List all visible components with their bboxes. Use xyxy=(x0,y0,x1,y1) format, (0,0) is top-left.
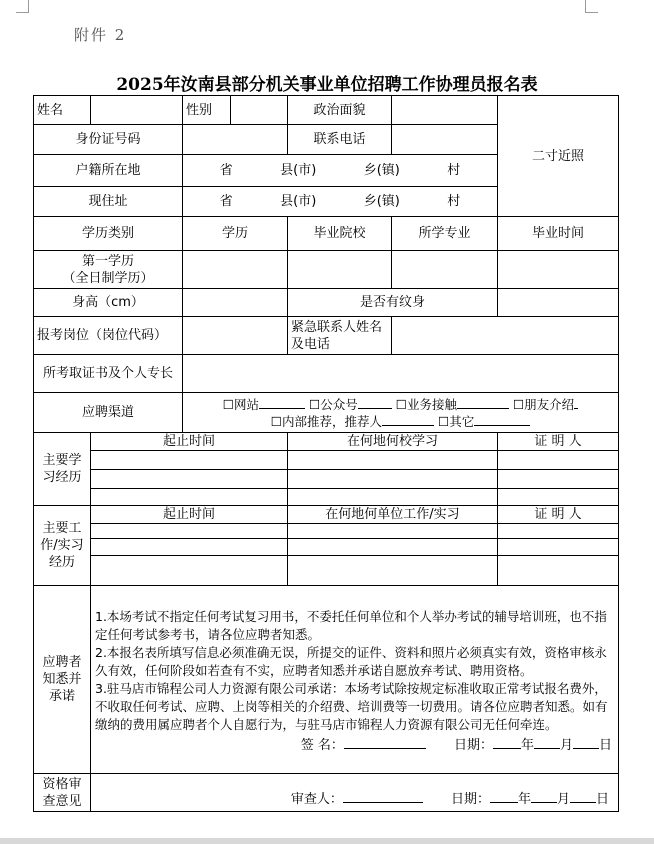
channel-friend[interactable]: ☐朋友介绍 xyxy=(513,397,578,412)
study-place-header: 在何地何校学习 xyxy=(288,433,498,451)
work-row xyxy=(34,539,619,556)
study-witness-header: 证 明 人 xyxy=(498,433,619,451)
form-title: 2025年汝南县部分机关事业单位招聘工作协理员报名表 xyxy=(116,75,538,95)
first-edu-school-field[interactable] xyxy=(288,251,392,289)
page-bottom-edge xyxy=(0,838,654,844)
row-edu-header xyxy=(34,217,619,251)
work-place-header: 在何地何单位工作/实习 xyxy=(288,506,498,524)
emergency-contact-label: 紧急联系人姓名及电话 xyxy=(288,317,392,355)
channel-internal[interactable]: ☐内部推荐，推荐人 xyxy=(271,414,434,429)
graduate-time-header: 毕业时间 xyxy=(498,217,619,251)
study-row xyxy=(34,489,619,506)
review-label: 资格审查意见 xyxy=(34,774,91,812)
reviewer-field[interactable] xyxy=(343,790,423,803)
channel-wechat[interactable]: ☐公众号 xyxy=(309,397,392,412)
study-time-cell[interactable] xyxy=(91,470,288,489)
checkbox-icon: ☐ xyxy=(309,396,321,412)
study-witness-cell[interactable] xyxy=(498,451,619,470)
notice-item-2: 2.本报名表所填写信息必须准确无误，所提交的证件、资料和照片必须真实有效，资格审核永久有效，任何阶段如若查有不实，应聘者知悉并承诺自愿放弃考试、聘用资格。 xyxy=(95,644,607,678)
edu-category-header: 学历类别 xyxy=(34,217,183,251)
review-month-field[interactable] xyxy=(531,790,557,803)
channel-label: 应聘渠道 xyxy=(34,393,183,433)
checkbox-icon: ☐ xyxy=(437,413,450,429)
channel-website[interactable]: ☐网站 xyxy=(223,397,305,412)
photo-box[interactable]: 二寸近照 xyxy=(498,96,619,217)
town-unit: 乡(镇) xyxy=(363,163,400,178)
county-unit: 县(市) xyxy=(280,194,317,209)
row-basic xyxy=(34,96,619,125)
graduate-school-header: 毕业院校 xyxy=(288,217,392,251)
registration-form-table xyxy=(33,95,619,812)
row-position xyxy=(34,317,619,355)
work-place-cell[interactable] xyxy=(288,524,498,539)
checkbox-icon: ☐ xyxy=(270,413,282,429)
tattoo-field[interactable] xyxy=(498,289,619,317)
political-label: 政治面貌 xyxy=(288,96,392,125)
position-label: 报考岗位（岗位代码） xyxy=(34,317,183,355)
review-date-label: 日期： xyxy=(450,792,490,807)
signature-line: 签 名： 日期： 年 月 日 xyxy=(300,737,612,753)
id-number-label: 身份证号码 xyxy=(34,125,183,155)
checkbox-icon: ☐ xyxy=(395,396,407,412)
village-unit: 村 xyxy=(447,163,461,178)
work-witness-cell[interactable] xyxy=(498,556,619,586)
height-field[interactable] xyxy=(183,289,288,317)
gender-field[interactable] xyxy=(231,96,288,125)
sign-month-field[interactable] xyxy=(534,736,560,749)
phone-label: 联系电话 xyxy=(288,125,392,155)
notice-row xyxy=(34,586,619,774)
channel-business[interactable]: ☐业务接触 xyxy=(396,397,509,412)
review-day-field[interactable] xyxy=(570,790,596,803)
village-unit: 村 xyxy=(447,194,461,209)
work-place-cell[interactable] xyxy=(288,539,498,556)
hukou-field[interactable] xyxy=(183,155,498,187)
sign-year-field[interactable] xyxy=(493,736,521,749)
attachment-label: 附件 2 xyxy=(74,26,127,44)
work-time-header: 起止时间 xyxy=(91,506,288,524)
town-unit: 乡(镇) xyxy=(363,194,400,209)
emergency-contact-field[interactable] xyxy=(392,317,619,355)
first-edu-major-field[interactable] xyxy=(392,251,498,289)
sign-day-field[interactable] xyxy=(573,736,599,749)
county-unit: 县(市) xyxy=(280,163,317,178)
work-time-cell[interactable] xyxy=(91,539,288,556)
work-label: 主要工作/实习经历 xyxy=(34,506,91,586)
row-height xyxy=(34,289,619,317)
checkbox-icon: ☐ xyxy=(222,396,235,412)
first-edu-label: 第一学历 （全日制学历） xyxy=(34,251,183,289)
sign-date-label: 日期： xyxy=(453,737,493,753)
study-row xyxy=(34,451,619,470)
channel-options xyxy=(183,393,619,433)
certificates-field[interactable] xyxy=(183,355,619,393)
work-witness-header: 证 明 人 xyxy=(498,506,619,524)
study-place-cell[interactable] xyxy=(288,470,498,489)
signature-field[interactable] xyxy=(344,736,426,749)
review-row xyxy=(34,774,619,812)
hukou-label: 户籍所在地 xyxy=(34,155,183,187)
notice-item-3: 3.驻马店市锦程公司人力资源有限公司承诺：本场考试除按规定标准收取正常考试报名费外，不收取任何考试、应聘、上岗等相关的介绍费、培训费等一切费用。请各位应聘者知悉。如有缴纳的费用属应聘者个人自愿行为，与驻马店市锦程人力资源有限公司无任何牵连。 xyxy=(95,680,608,732)
height-label: 身高（cm） xyxy=(34,289,183,317)
name-field[interactable] xyxy=(91,96,183,125)
page-corner-mark-left xyxy=(16,0,29,13)
review-year-field[interactable] xyxy=(490,790,518,803)
political-field[interactable] xyxy=(392,96,498,125)
signature-label: 签 名： xyxy=(300,737,344,753)
reviewer-label: 审查人： xyxy=(290,792,343,807)
phone-field[interactable] xyxy=(392,125,498,155)
gender-label: 性别 xyxy=(183,96,231,125)
work-row xyxy=(34,524,619,539)
notice-label: 应聘者知悉并承诺 xyxy=(34,586,91,774)
edu-level-header: 学历 xyxy=(183,217,288,251)
address-label: 现住址 xyxy=(34,187,183,217)
major-header: 所学专业 xyxy=(392,217,498,251)
study-witness-cell[interactable] xyxy=(498,470,619,489)
work-place-cell[interactable] xyxy=(288,556,498,586)
notice-item-1: 1.本场考试不指定任何考试复习用书，不委托任何单位和个人举办考试的辅导培训班，也不指定任何考试参考书，请各位应聘者知悉。 xyxy=(95,608,607,642)
work-witness-cell[interactable] xyxy=(498,539,619,556)
id-number-field[interactable] xyxy=(183,125,288,155)
study-header-row xyxy=(34,433,619,451)
work-header-row xyxy=(34,506,619,524)
first-edu-time-field[interactable] xyxy=(498,251,619,289)
row-channel xyxy=(34,393,619,433)
name-label: 姓名 xyxy=(34,96,91,125)
tattoo-label: 是否有纹身 xyxy=(288,289,498,317)
row-first-edu xyxy=(34,251,619,289)
position-field[interactable] xyxy=(183,317,288,355)
study-witness-cell[interactable] xyxy=(498,489,619,506)
row-certificates xyxy=(34,355,619,393)
study-time-cell[interactable] xyxy=(91,489,288,506)
first-edu-level-field[interactable] xyxy=(183,251,288,289)
checkbox-icon: ☐ xyxy=(512,396,525,412)
study-label: 主要学习经历 xyxy=(34,433,91,506)
study-time-cell[interactable] xyxy=(91,451,288,470)
province-unit: 省 xyxy=(219,163,233,178)
province-unit: 省 xyxy=(219,194,233,209)
work-time-cell[interactable] xyxy=(91,524,288,539)
study-time-header: 起止时间 xyxy=(91,433,288,451)
work-time-cell[interactable] xyxy=(91,556,288,586)
work-witness-cell[interactable] xyxy=(498,524,619,539)
work-row xyxy=(34,556,619,586)
study-row xyxy=(34,470,619,489)
certificates-label: 所考取证书及个人专长 xyxy=(34,355,183,393)
page-corner-mark-right xyxy=(585,0,598,13)
study-place-cell[interactable] xyxy=(288,489,498,506)
review-content: 审查人： 日期： 年 月 日 xyxy=(91,774,619,812)
notice-content xyxy=(91,586,619,774)
channel-other[interactable]: ☐其它 xyxy=(438,414,530,429)
study-place-cell[interactable] xyxy=(288,451,498,470)
address-field[interactable] xyxy=(183,187,498,217)
